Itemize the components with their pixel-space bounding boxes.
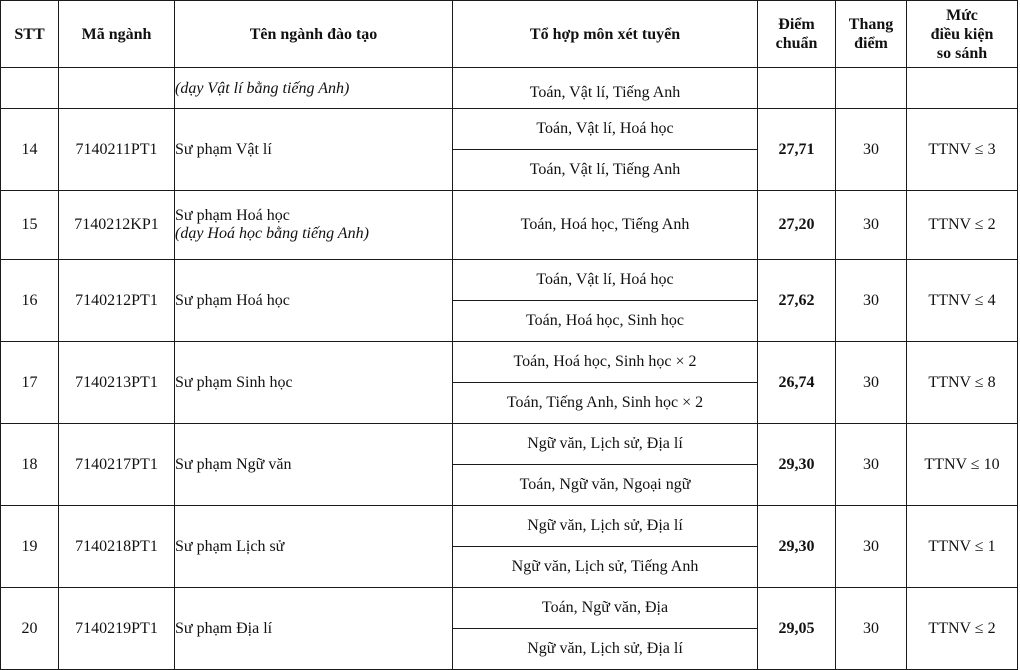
header-cond-line2: điều kiện	[930, 25, 994, 43]
cell-combo: Toán, Ngữ văn, Ngoại ngữ	[453, 465, 758, 506]
table-row	[1, 588, 1018, 629]
cell-score: 27,62	[758, 260, 836, 342]
cell-name: Sư phạm Lịch sử	[175, 506, 453, 588]
table-row	[1, 424, 1018, 465]
cell-stt: 15	[1, 191, 59, 260]
cell-combo: Toán, Hoá học, Tiếng Anh	[453, 191, 758, 260]
cell-stt: 16	[1, 260, 59, 342]
cell-condition: TTNV ≤ 2	[907, 588, 1018, 670]
cell-condition: TTNV ≤ 4	[907, 260, 1018, 342]
cell-name: Sư phạm Vật lí	[175, 109, 453, 191]
cell-name-note: (dạy Hoá học bằng tiếng Anh)	[175, 225, 369, 242]
cell-name: Sư phạm Sinh học	[175, 342, 453, 424]
cell-scale: 30	[836, 424, 907, 506]
table-row	[1, 109, 1018, 150]
cell-code: 7140211PT1	[59, 109, 175, 191]
header-cond-line1: Mức	[946, 6, 978, 24]
header-combo: Tổ hợp môn xét tuyển	[453, 1, 758, 68]
cell-condition: TTNV ≤ 2	[907, 191, 1018, 260]
continuation-combo: Toán, Vật lí, Tiếng Anh	[453, 68, 758, 109]
cell-code: 7140219PT1	[59, 588, 175, 670]
cell-score: 27,71	[758, 109, 836, 191]
header-scale-line2: điểm	[854, 35, 888, 52]
cell-scale: 30	[836, 588, 907, 670]
cell-scale: 30	[836, 506, 907, 588]
cell-name: Sư phạm Hoá học	[175, 260, 453, 342]
header-name: Tên ngành đào tạo	[175, 1, 453, 68]
cell-code: 7140218PT1	[59, 506, 175, 588]
header-score-line2: chuẩn	[775, 35, 818, 52]
cell-score: 29,30	[758, 506, 836, 588]
table-row	[1, 506, 1018, 547]
cell-stt: 19	[1, 506, 59, 588]
header-row	[1, 1, 1018, 68]
cell-name: Sư phạm Địa lí	[175, 588, 453, 670]
cell-name: Sư phạm Ngữ văn	[175, 424, 453, 506]
cell-combo: Toán, Tiếng Anh, Sinh học × 2	[453, 383, 758, 424]
cell-combo: Toán, Vật lí, Hoá học	[453, 109, 758, 150]
cell-code: 7140217PT1	[59, 424, 175, 506]
cell-condition: TTNV ≤ 8	[907, 342, 1018, 424]
cell-scale: 30	[836, 260, 907, 342]
header-stt: STT	[1, 1, 59, 68]
continuation-note: (dạy Vật lí bằng tiếng Anh)	[175, 68, 453, 109]
cell-combo: Toán, Vật lí, Hoá học	[453, 260, 758, 301]
cell-stt: 14	[1, 109, 59, 191]
cell-score: 26,74	[758, 342, 836, 424]
header-scale-line1: Thang	[848, 16, 894, 33]
cell-combo: Toán, Vật lí, Tiếng Anh	[453, 150, 758, 191]
header-code: Mã ngành	[59, 1, 175, 68]
cell-name	[175, 191, 453, 260]
cell-name-text: Sư phạm Hoá học	[175, 207, 290, 224]
table-row	[1, 260, 1018, 301]
cell-combo: Toán, Hoá học, Sinh học	[453, 301, 758, 342]
cell-scale: 30	[836, 191, 907, 260]
cell-combo: Ngữ văn, Lịch sử, Địa lí	[453, 424, 758, 465]
cell-condition: TTNV ≤ 10	[907, 424, 1018, 506]
cell-condition: TTNV ≤ 3	[907, 109, 1018, 191]
header-cond-line3: so sánh	[936, 44, 988, 62]
cell-combo: Ngữ văn, Lịch sử, Địa lí	[453, 506, 758, 547]
header-score	[758, 1, 836, 68]
cell-combo: Ngữ văn, Lịch sử, Tiếng Anh	[453, 547, 758, 588]
cell-combo: Ngữ văn, Lịch sử, Địa lí	[453, 629, 758, 670]
cell-scale: 30	[836, 342, 907, 424]
header-scale	[836, 1, 907, 68]
cell-code: 7140212PT1	[59, 260, 175, 342]
cell-stt: 20	[1, 588, 59, 670]
header-score-line1: Điểm	[778, 16, 815, 33]
cell-code: 7140213PT1	[59, 342, 175, 424]
cell-combo: Toán, Hoá học, Sinh học × 2	[453, 342, 758, 383]
cell-score: 27,20	[758, 191, 836, 260]
table-row	[1, 191, 1018, 260]
cell-stt: 18	[1, 424, 59, 506]
header-condition	[907, 1, 1018, 68]
cell-score: 29,30	[758, 424, 836, 506]
cell-code: 7140212KP1	[59, 191, 175, 260]
cell-combo: Toán, Ngữ văn, Địa	[453, 588, 758, 629]
cell-scale: 30	[836, 109, 907, 191]
cell-stt: 17	[1, 342, 59, 424]
table-row	[1, 342, 1018, 383]
cell-score: 29,05	[758, 588, 836, 670]
cell-condition: TTNV ≤ 1	[907, 506, 1018, 588]
table-row-continuation	[1, 68, 1018, 109]
